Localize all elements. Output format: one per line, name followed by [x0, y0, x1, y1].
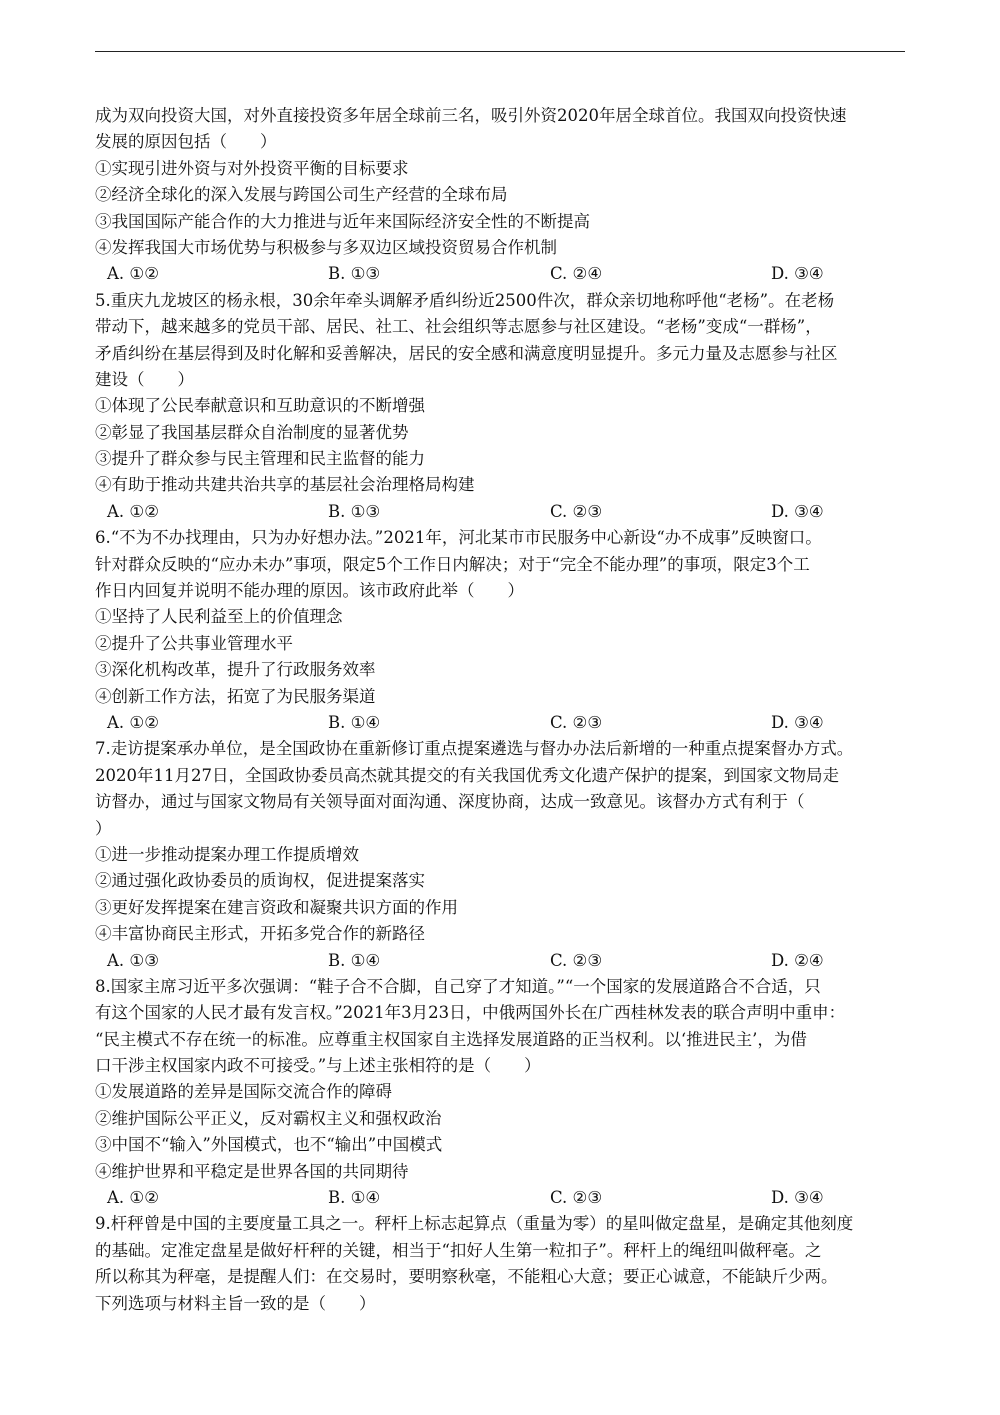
option-d: D. ③④ [771, 264, 824, 284]
question-stem-line: 下列选项与材料主旨一致的是（ ） [95, 1293, 376, 1313]
option-a: A. ①② [107, 712, 159, 732]
question-stem-line: 2020年11月27日，全国政协委员高杰就其提交的有关我国优秀文化遗产保护的提案，到国家文物局走 [95, 765, 839, 785]
statement-item: ②通过强化政协委员的质询权，促进提案落实 [95, 871, 425, 891]
option-c: C. ②④ [550, 264, 603, 284]
answer-options [95, 499, 905, 525]
question-stem-line: 5.重庆九龙坡区的杨永根，30余年牵头调解矛盾纠纷近2500件次，群众亲切地称呼他“老杨”。在老杨 [95, 290, 835, 310]
statement-item: ③更好发挥提案在建言资政和凝聚共识方面的作用 [95, 897, 458, 917]
statement-item: ④发挥我国大市场优势与积极参与多双边区域投资贸易合作机制 [95, 237, 557, 257]
option-c: C. ②③ [550, 950, 603, 970]
statement-item: ③提升了群众参与民主管理和民主监督的能力 [95, 449, 425, 469]
option-c: C. ②③ [550, 1188, 603, 1208]
statement-item: ④创新工作方法，拓宽了为民服务渠道 [95, 686, 376, 706]
option-d: D. ③④ [771, 501, 824, 521]
statement-item: ①进一步推动提案办理工作提质增效 [95, 844, 359, 864]
question-9 [95, 1211, 905, 1317]
statement-item: ①发展道路的差异是国际交流合作的障碍 [95, 1082, 392, 1102]
exam-page-content [95, 103, 905, 1317]
question-stem-line: 6.“不为不办找理由，只为办好想办法。”2021年，河北某市市民服务中心新设“办不成事”反映窗口。 [95, 528, 822, 548]
statement-item: ④有助于推动共建共治共享的基层社会治理格局构建 [95, 475, 475, 495]
question-stem-line: 建设（ ） [95, 369, 194, 389]
question-stem-line: “民主模式不存在统一的标准。应尊重主权国家自主选择发展道路的正当权利。以‘推进民主’，为借 [95, 1029, 807, 1049]
question-stem-line: 带动下，越来越多的党员干部、居民、社工、社会组织等志愿参与社区建设。“老杨”变成“一群杨”， [95, 317, 822, 337]
statement-item: ③深化机构改革，提升了行政服务效率 [95, 660, 376, 680]
option-d: D. ②④ [771, 950, 824, 970]
question-stem-line: 成为双向投资大国，对外直接投资多年居全球前三名，吸引外资2020年居全球首位。我国双向投资快速 [95, 106, 847, 125]
statement-item: ②维护国际公平正义，反对霸权主义和强权政治 [95, 1108, 442, 1128]
option-d: D. ③④ [771, 712, 824, 732]
statement-item: ③我国国际产能合作的大力推进与近年来国际经济安全性的不断提高 [95, 211, 590, 231]
question-4 [95, 103, 905, 288]
question-stem-line: 作日内回复并说明不能办理的原因。该市政府此举（ ） [95, 581, 524, 601]
answer-options [95, 948, 905, 974]
statement-item: ②彰显了我国基层群众自治制度的显著优势 [95, 422, 409, 442]
question-stem-line: 9.杆秤曾是中国的主要度量工具之一。秤杆上标志起算点（重量为零）的星叫做定盘星，是确定其他刻度 [95, 1214, 854, 1234]
question-stem-line: 的基础。定准定盘星是做好杆秤的关键，相当于“扣好人生第一粒扣子”。秤杆上的绳纽叫做秤毫。之 [95, 1240, 822, 1260]
question-stem-line: 发展的原因包括（ ） [95, 132, 277, 152]
statement-item: ②经济全球化的深入发展与跨国公司生产经营的全球布局 [95, 185, 508, 205]
option-a: A. ①② [107, 501, 159, 521]
statement-item: ①实现引进外资与对外投资平衡的目标要求 [95, 158, 409, 178]
question-stem-line: 口干涉主权国家内政不可接受。”与上述主张相符的是（ ） [95, 1056, 541, 1076]
question-stem-line: 有这个国家的人民才最有发言权。”2021年3月23日，中俄两国外长在广西桂林发表的联合声明中重申： [95, 1003, 846, 1023]
question-7 [95, 736, 905, 974]
statement-item: ④丰富协商民主形式，开拓多党合作的新路径 [95, 924, 425, 944]
option-c: C. ②③ [550, 712, 603, 732]
question-stem-line: 访督办，通过与国家文物局有关领导面对面沟通、深度协商，达成一致意见。该督办方式有利于（ [95, 792, 805, 812]
question-stem-line: 矛盾纠纷在基层得到及时化解和妥善解决，居民的安全感和满意度明显提升。多元力量及志愿参与社区 [95, 343, 838, 363]
header-rule [95, 51, 905, 52]
statement-item: ③中国不“输入”外国模式，也不“输出”中国模式 [95, 1135, 443, 1155]
statement-item: ①坚持了人民利益至上的价值理念 [95, 607, 343, 627]
option-d: D. ③④ [771, 1188, 824, 1208]
statement-item: ①体现了公民奉献意识和互助意识的不断增强 [95, 396, 425, 416]
option-a: A. ①③ [107, 950, 159, 970]
question-5 [95, 288, 905, 526]
option-b: B. ①③ [328, 264, 381, 284]
option-a: A. ①② [107, 1188, 159, 1208]
question-8 [95, 974, 905, 1212]
answer-options [95, 1185, 905, 1211]
option-b: B. ①④ [328, 950, 381, 970]
answer-options [95, 261, 905, 287]
answer-options [95, 710, 905, 736]
option-a: A. ①② [107, 264, 159, 284]
question-stem-line: 所以称其为秤毫，是提醒人们：在交易时，要明察秋毫，不能粗心大意；要正心诚意，不能缺斤少两。 [95, 1267, 838, 1287]
option-b: B. ①④ [328, 1188, 381, 1208]
question-stem-line: ） [95, 818, 112, 838]
option-c: C. ②③ [550, 501, 603, 521]
statement-item: ④维护世界和平稳定是世界各国的共同期待 [95, 1161, 409, 1181]
question-stem-line: 7.走访提案承办单位，是全国政协在重新修订重点提案遴选与督办办法后新增的一种重点提案督办方式。 [95, 739, 854, 759]
question-stem-line: 8.国家主席习近平多次强调：“鞋子合不合脚，自己穿了才知道。”“一个国家的发展道路合不合适，只 [95, 976, 821, 996]
question-6 [95, 525, 905, 736]
question-stem-line: 针对群众反映的“应办未办”事项，限定5个工作日内解决；对于“完全不能办理”的事项，限定3个工 [95, 554, 810, 574]
statement-item: ②提升了公共事业管理水平 [95, 633, 293, 653]
option-b: B. ①④ [328, 712, 381, 732]
option-b: B. ①③ [328, 501, 381, 521]
